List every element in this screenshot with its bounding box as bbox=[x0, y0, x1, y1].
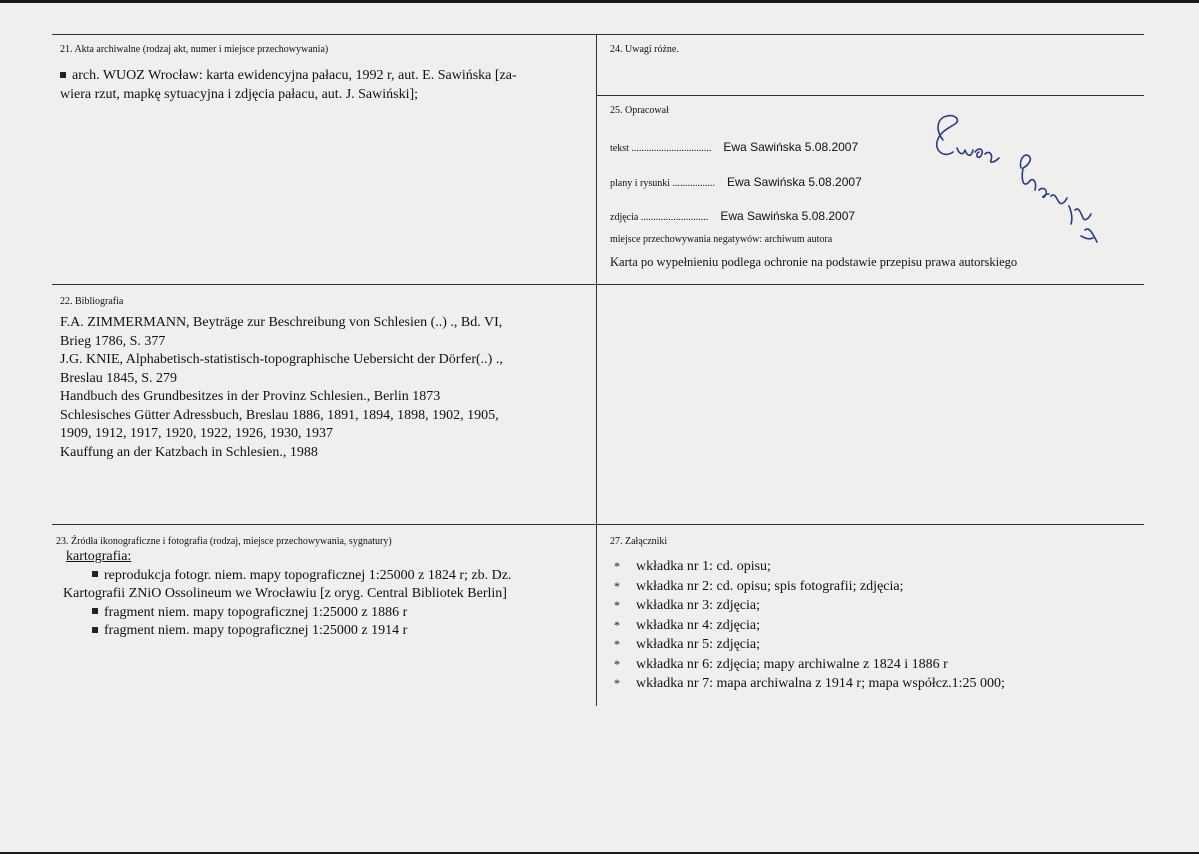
attachment-item: wkładka nr 5: zdjęcia; bbox=[636, 637, 761, 652]
asterisk-bullet-icon: * bbox=[614, 617, 620, 632]
section-21-heading: 21. Akta archiwalne (rodzaj akt, numer i miejsce przechowywania) bbox=[60, 44, 329, 55]
section-27 bbox=[610, 536, 1140, 694]
section-22 bbox=[60, 296, 590, 462]
asterisk-bullet-icon: * bbox=[614, 676, 620, 690]
square-bullet-icon bbox=[92, 608, 98, 614]
copyright-notice: Karta po wypełnieniu podlega ochronie na podstawie przepisu prawa autorskiego bbox=[610, 255, 1018, 269]
credit-value: Ewa Sawińska 5.08.2007 bbox=[727, 175, 862, 189]
attachment-item: wkładka nr 3: zdjęcia; bbox=[636, 598, 761, 613]
credit-label: zdjęcia ........................... bbox=[610, 212, 709, 223]
section-23-heading: 23. Źródła ikonograficzne i fotografia (rodzaj, miejsce przechowywania, sygnatury) bbox=[56, 536, 392, 547]
column-divider bbox=[596, 34, 597, 706]
asterisk-bullet-icon: * bbox=[614, 559, 620, 573]
handwritten-signature bbox=[925, 110, 1100, 250]
section-23 bbox=[56, 536, 592, 641]
section-21 bbox=[60, 44, 590, 104]
attachment-item: wkładka nr 1: cd. opisu; bbox=[636, 559, 771, 574]
square-bullet-icon bbox=[92, 627, 98, 633]
rule-row2-row3 bbox=[52, 524, 1144, 525]
bibliography-line: Kauffung an der Katzbach in Schlesien., 1988 bbox=[60, 444, 318, 460]
negative-storage: miejsce przechowywania negatywów: archiwum autora bbox=[610, 234, 833, 245]
section-25-heading: 25. Opracował bbox=[610, 105, 669, 116]
section-22-heading: 22. Bibliografia bbox=[60, 296, 124, 307]
iconography-item: reprodukcja fotogr. niem. mapy topograficznej 1:25000 z 1824 r; zb. Dz. bbox=[104, 567, 512, 583]
credit-row-text bbox=[610, 138, 858, 156]
attachment-item: wkładka nr 2: cd. opisu; spis fotografii; zdjęcia; bbox=[636, 578, 904, 594]
attachment-item: wkładka nr 6: zdjęcia; mapy archiwalne z 1824 i 1886 r bbox=[636, 656, 948, 672]
bibliography-line: F.A. ZIMMERMANN, Beyträge zur Beschreibung von Schlesien (..) ., Bd. VI, bbox=[60, 315, 503, 330]
iconography-list bbox=[56, 548, 592, 641]
rule-24-25 bbox=[597, 95, 1144, 96]
attachment-item: wkładka nr 4: zdjęcia; bbox=[636, 617, 761, 633]
square-bullet-icon bbox=[92, 571, 98, 577]
asterisk-bullet-icon: * bbox=[614, 656, 620, 671]
bibliography-line: Schlesisches Gütter Adressbuch, Breslau 1886, 1891, 1894, 1898, 1902, 1905, bbox=[60, 407, 499, 423]
attachment-item: wkładka nr 7: mapa archiwalna z 1914 r; mapa współcz.1:25 000; bbox=[636, 676, 1005, 691]
section-21-line2: wiera rzut, mapkę sytuacyjna i zdjęcia pałacu, aut. J. Sawiński]; bbox=[60, 86, 419, 102]
bibliography-line: Handbuch des Grundbesitzes in der Provinz Schlesien., Berlin 1873 bbox=[60, 389, 441, 404]
credit-row-photos bbox=[610, 207, 855, 225]
credit-value: Ewa Sawińska 5.08.2007 bbox=[720, 209, 856, 223]
rule-row1-row2 bbox=[52, 284, 1144, 285]
asterisk-bullet-icon: * bbox=[614, 637, 620, 651]
section-21-line1: arch. WUOZ Wrocław: karta ewidencyjna pałacu, 1992 r, aut. E. Sawińska [za- bbox=[72, 68, 517, 83]
asterisk-bullet-icon: * bbox=[614, 598, 620, 612]
bibliography-line: 1909, 1912, 1917, 1920, 1922, 1926, 1930, 1937 bbox=[60, 426, 333, 441]
asterisk-bullet-icon: * bbox=[614, 578, 620, 593]
iconography-item: fragment niem. mapy topograficznej 1:25000 z 1914 r bbox=[104, 623, 408, 638]
top-rule bbox=[52, 34, 1144, 35]
square-bullet-icon bbox=[60, 72, 66, 78]
credit-label: plany i rysunki ................. bbox=[610, 178, 715, 189]
section-27-heading: 27. Załączniki bbox=[610, 536, 668, 547]
bibliography-line: J.G. KNIE, Alphabetisch-statistisch-topographische Uebersicht der Dörfer(..) ., bbox=[60, 352, 503, 367]
iconography-item: fragment niem. mapy topograficznej 1:25000 z 1886 r bbox=[104, 604, 408, 620]
bibliography-line: Breslau 1845, S. 279 bbox=[60, 370, 178, 386]
credit-value: Ewa Sawińska 5.08.2007 bbox=[723, 140, 859, 154]
category-label: kartografia: bbox=[66, 549, 132, 564]
section-24-heading: 24. Uwagi różne. bbox=[610, 44, 679, 55]
bibliography-list bbox=[60, 314, 590, 462]
iconography-item-continued: Kartografii ZNiO Ossolineum we Wrocławiu [z oryg. Central Bibliotek Berlin] bbox=[63, 586, 507, 601]
credit-row-plans bbox=[610, 173, 862, 191]
bibliography-line: Brieg 1786, S. 377 bbox=[60, 333, 166, 349]
credit-label: tekst ................................ bbox=[610, 143, 712, 154]
section-21-body bbox=[60, 67, 590, 104]
attachments-list bbox=[610, 557, 1140, 694]
